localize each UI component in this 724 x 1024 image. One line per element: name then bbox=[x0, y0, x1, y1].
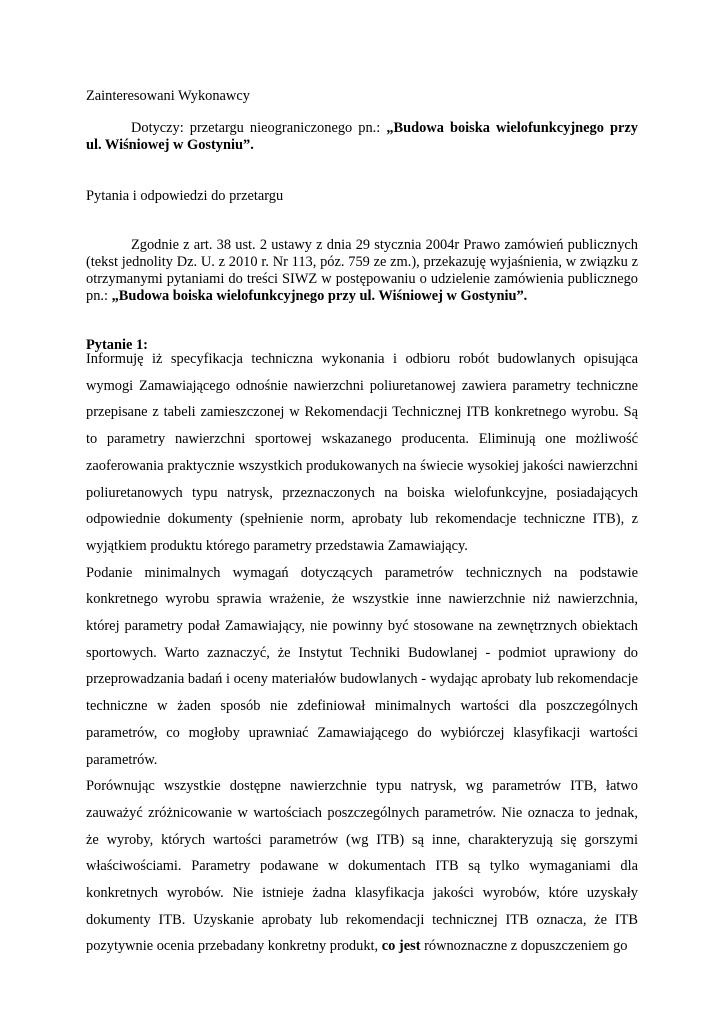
recipients-text: Zainteresowani Wykonawcy bbox=[86, 88, 250, 104]
question-1-paragraph-2: Podanie minimalnych wymagań dotyczących parametrów technicznych na podstawie konkretnego wyrobu sprawia wrażenie, że wszystkie inne nawierzchnie niż nawierzchnia, której parametry podał Zamawiający, nie powinny być stosowane na zewnętrznych obiektach sportowych. Warto zaznaczyć, że Instytut Techniki Budowlanej - podmiot uprawiony do przeprowadzania badań i oceny materiałów budowlanych - wydając aprobaty lub rekomendacje techniczne w żaden sposób nie zdefiniował minimalnych wartości dla poszczególnych parametrów, co mogłoby uprawniać Zamawiającego do wybiórczej klasyfikacji wartości parametrów. bbox=[86, 564, 638, 768]
question-1-heading-text: Pytanie 1: bbox=[86, 337, 148, 353]
paragraph-3-start: Porównując wszystkie dostępne nawierzchnie typu natrysk, wg parametrów ITB, łatwo zauważyć zróżnicowanie w wartościach poszczególnych parametrów. Nie oznacza to jednak, że wyroby, których wartości parametrów (wg ITB) są inne, charakteryzują się gorszymi właściwościami. Parametry podawane w dokumentach ITB są tylko wymaganiami dla konkretnych wyrobów. Nie istnieje żadna klasyfikacja jakości wyrobów, które uzyskały dokumenty ITB. Uzyskanie aprobaty lub rekomendacji technicznej ITB oznacza, że ITB pozytywnie ocenia przebadany konkretny produkt, bbox=[86, 778, 638, 955]
intro-paragraph bbox=[86, 237, 638, 305]
subject-title: „Budowa boiska wielofunkcyjnego przy ul. Wiśniowej w Gostyniu”. bbox=[86, 120, 638, 153]
question-1-paragraph-3 bbox=[86, 773, 638, 960]
question-1-paragraph-1: Informuję iż specyfikacja techniczna wykonania i odbioru robót budowlanych opisująca wymogi Zamawiającego odnośnie nawierzchni poliuretanowej zawiera parametry techniczne przepisane z tabeli zamieszczonej w Rekomendacji Technicznej ITB konkretnego wyrobu. Są to parametry nawierzchni sportowej wskazanego producenta. Eliminują one możliwość zaoferowania praktycznie wszystkich produkowanych na świecie wysokiej jakości nawierzchni poliuretanowych typu natrysk, przeznaczonych na boiska wielofunkcyjne, posiadających odpowiednie dokumenty (spełnienie norm, aprobaty lub rekomendacje techniczne ITB), z wyjątkiem produktu którego parametry przedstawia Zamawiający. bbox=[86, 351, 638, 554]
paragraph-3-bold: co jest bbox=[381, 938, 421, 955]
section-title-text: Pytania i odpowiedzi do przetargu bbox=[86, 188, 284, 204]
question-1-body bbox=[86, 346, 638, 960]
paragraph-3-end: równoznaczne z dopuszczeniem go bbox=[424, 938, 628, 955]
subject-line bbox=[86, 120, 638, 154]
intro-text: Zgodnie z art. 38 ust. 2 ustawy z dnia 29 stycznia 2004r Prawo zamówień publicznych (tekst jednolity Dz. U. z 2010 r. Nr 113, póz. 759 ze zm.), przekazuję wyjaśnienia, w związku z otrzymanymi pytaniami do treści SIWZ w postępowaniu o udzielenie zamówienia publicznego pn.: bbox=[86, 237, 638, 304]
subject-prefix: Dotyczy: przetargu nieograniczonego pn.: bbox=[131, 120, 381, 136]
intro-title: „Budowa boiska wielofunkcyjnego przy ul. Wiśniowej w Gostyniu”. bbox=[111, 288, 528, 304]
recipients-line bbox=[86, 88, 638, 105]
section-title bbox=[86, 188, 638, 205]
